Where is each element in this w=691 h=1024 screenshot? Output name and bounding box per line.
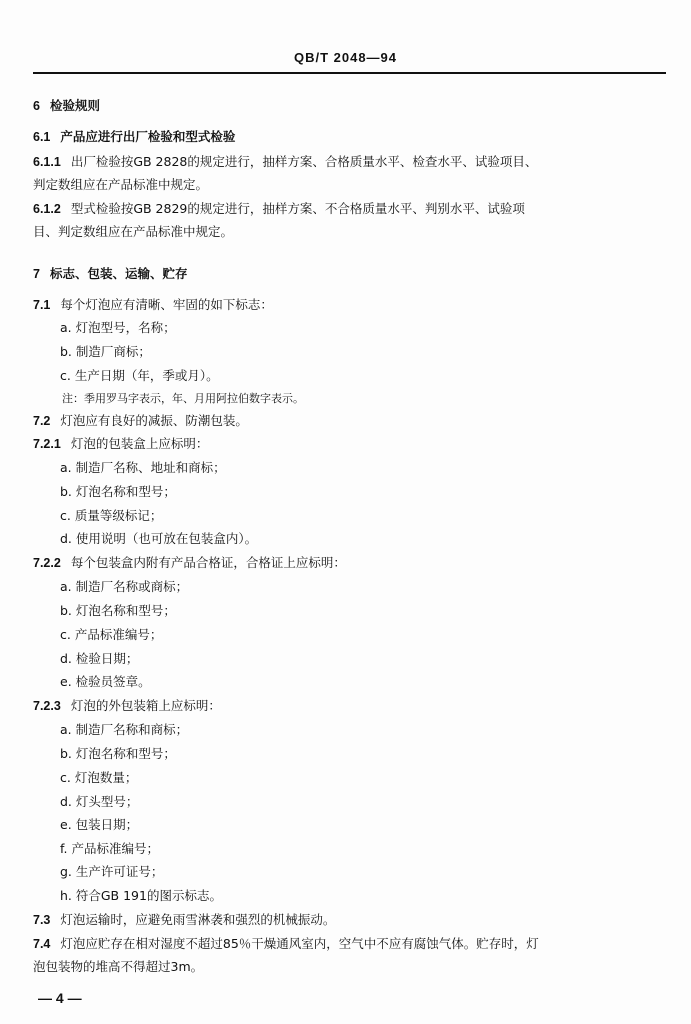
clause-text: 灯泡应有良好的减振、防潮包装。 <box>60 413 248 428</box>
clause-number: 7.4 <box>33 937 51 951</box>
clause-number: 6.1 <box>33 130 51 144</box>
section-6-title <box>33 98 100 114</box>
clause-text: 每个灯泡应有清晰、牢固的如下标志： <box>60 297 273 312</box>
clause-7-2-1 <box>33 436 208 452</box>
header-rule <box>33 72 666 74</box>
section-number: 7 <box>33 267 40 281</box>
note: 注：季用罗马字表示，年、月用阿拉伯数字表示。 <box>62 392 304 405</box>
clause-number: 6.1.2 <box>33 202 61 216</box>
clause-7-2-2 <box>33 555 346 571</box>
list-item: d. 使用说明（也可放在包装盒内）。 <box>60 531 258 546</box>
clause-number: 7.2.3 <box>33 699 61 713</box>
list-item: b. 灯泡名称和型号； <box>60 484 176 499</box>
section-7-title <box>33 266 187 282</box>
list-item: e. 检验员签章。 <box>60 674 151 689</box>
clause-7-3 <box>33 912 335 928</box>
section-title-text: 标志、包装、运输、贮存 <box>49 266 188 281</box>
clause-text: 产品应进行出厂检验和型式检验 <box>60 129 236 144</box>
list-item: b. 灯泡名称和型号； <box>60 603 176 618</box>
list-item: c. 产品标准编号； <box>60 627 163 642</box>
list-item: a. 制造厂名称和商标； <box>60 722 189 737</box>
list-item: a. 灯泡型号，名称； <box>60 320 176 335</box>
clause-7-2 <box>33 413 248 429</box>
page-number: — 4 — <box>38 990 82 1006</box>
list-item: a. 制造厂名称、地址和商标； <box>60 460 226 475</box>
clause-text: 灯泡运输时，应避免雨雪淋袭和强烈的机械振动。 <box>60 912 336 927</box>
clause-number: 7.2.1 <box>33 437 61 451</box>
clause-6-1-1 <box>33 154 537 170</box>
clause-number: 7.2 <box>33 414 51 428</box>
list-item: d. 灯头型号； <box>60 794 139 809</box>
clause-text: 灯泡的外包装箱上应标明： <box>70 698 221 713</box>
list-item: d. 检验日期； <box>60 651 139 666</box>
clause-text: 每个包装盒内附有产品合格证，合格证上应标明： <box>70 555 346 570</box>
list-item: c. 质量等级标记； <box>60 508 163 523</box>
clause-7-4 <box>33 936 539 952</box>
clause-7-4-cont: 泡包装物的堆高不得超过3m。 <box>33 959 204 974</box>
list-item: b. 制造厂商标； <box>60 344 151 359</box>
clause-6-1-1-cont: 判定数组应在产品标准中规定。 <box>33 177 209 192</box>
clause-number: 6.1.1 <box>33 155 61 169</box>
list-item: e. 包装日期； <box>60 817 139 832</box>
clause-7-1 <box>33 297 273 313</box>
list-item: c. 生产日期（年，季或月）。 <box>60 368 219 383</box>
clause-6-1-2 <box>33 201 525 217</box>
clause-number: 7.2.2 <box>33 556 61 570</box>
list-item: b. 灯泡名称和型号； <box>60 746 176 761</box>
clause-6-1 <box>33 129 235 145</box>
list-item: h. 符合GB 191的图示标志。 <box>60 888 222 903</box>
section-number: 6 <box>33 99 40 113</box>
clause-number: 7.3 <box>33 913 51 927</box>
standard-code-header: QB/T 2048—94 <box>293 50 398 65</box>
clause-text: 灯泡的包装盒上应标明： <box>70 436 209 451</box>
list-item: a. 制造厂名称或商标； <box>60 579 189 594</box>
section-title-text: 检验规则 <box>49 98 100 113</box>
clause-7-2-3 <box>33 698 221 714</box>
list-item: c. 灯泡数量； <box>60 770 138 785</box>
clause-text: 灯泡应贮存在相对湿度不超过85％干燥通风室内，空气中不应有腐蚀气体。贮存时，灯 <box>60 936 539 951</box>
clause-text: 出厂检验按GB 2828的规定进行，抽样方案、合格质量水平、检查水平、试验项目、 <box>70 154 538 169</box>
clause-number: 7.1 <box>33 298 51 312</box>
clause-text: 型式检验按GB 2829的规定进行，抽样方案、不合格质量水平、判别水平、试验项 <box>70 201 525 216</box>
list-item: f. 产品标准编号； <box>60 841 159 856</box>
list-item: g. 生产许可证号； <box>60 864 164 879</box>
clause-6-1-2-cont: 目、判定数组应在产品标准中规定。 <box>33 224 234 239</box>
